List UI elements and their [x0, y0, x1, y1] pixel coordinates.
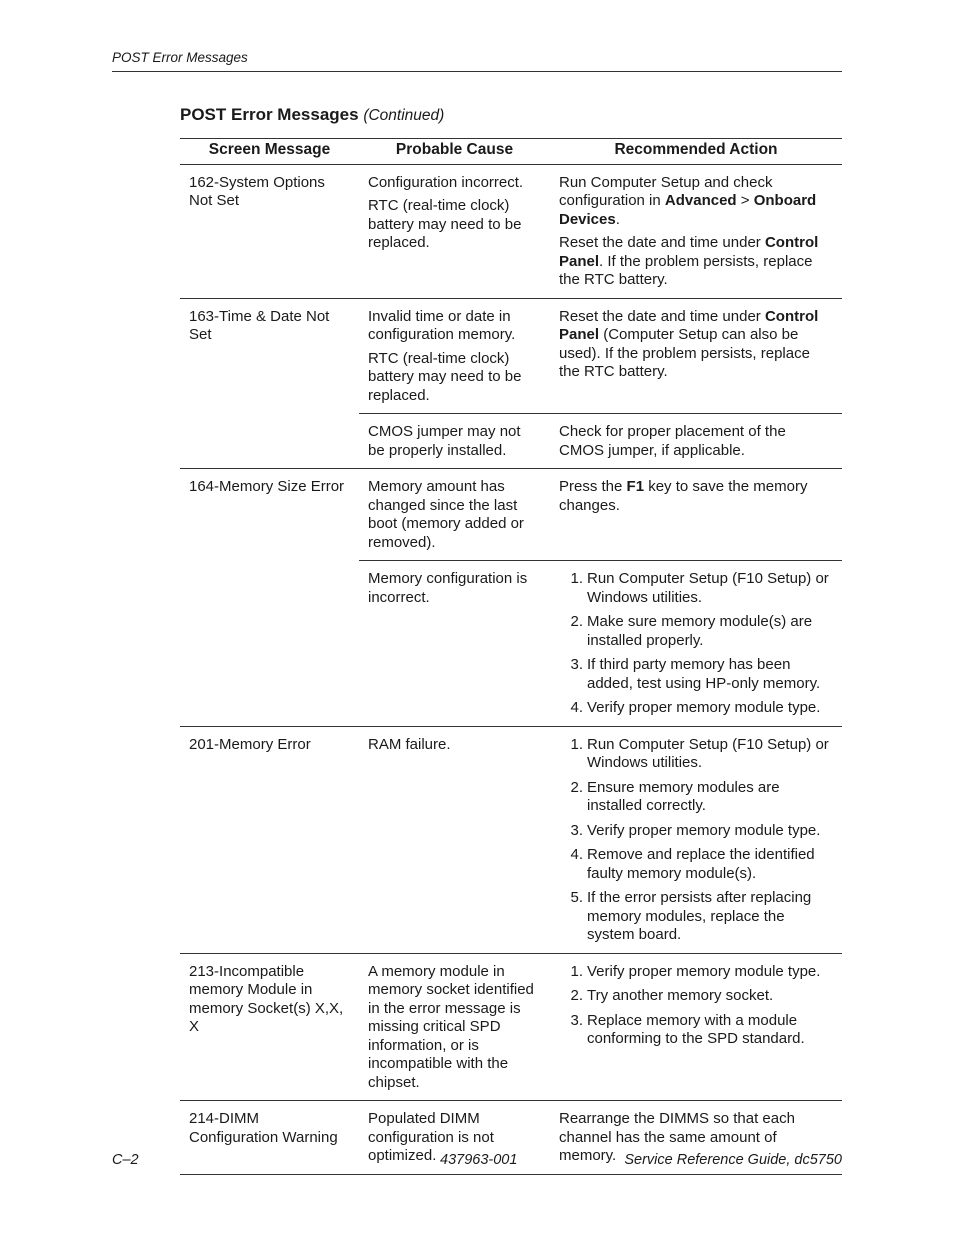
table-title-continued: (Continued)	[363, 107, 445, 124]
step-number: 3.	[570, 656, 583, 673]
recommended-action: Check for proper placement of the CMOS jumper, if applicable.	[550, 414, 842, 469]
screen-message-empty	[180, 561, 359, 727]
table-title	[180, 105, 444, 125]
screen-message: 163-Time & Date Not Set	[189, 307, 330, 343]
action-fragment: Run Computer Setup and check configuration in	[559, 173, 773, 209]
screen-message: 201-Memory Error	[180, 726, 359, 953]
probable-cause	[359, 298, 550, 414]
probable-cause: Populated DIMM configuration is not optimized.	[359, 1101, 550, 1175]
action-bold: Control Panel	[559, 234, 819, 270]
screen-message: 214-DIMM Configuration Warning	[180, 1101, 359, 1175]
step-number: 4.	[570, 846, 583, 863]
step-number: 3.	[570, 821, 583, 839]
probable-cause	[359, 164, 550, 298]
action-fragment: Reset the date and time under	[559, 307, 765, 325]
cause-text: Configuration incorrect.	[368, 173, 524, 191]
action-text	[559, 174, 832, 230]
step-text: Try another memory socket.	[587, 987, 774, 1004]
recommended-action	[550, 164, 842, 298]
step-number: 1.	[570, 735, 583, 753]
footer-guide-title: Service Reference Guide, dc5750	[624, 1152, 842, 1168]
step-item	[570, 699, 832, 718]
cause-text: Invalid time or date in configuration memory.	[368, 307, 516, 343]
step-text: If the error persists after replacing memory modules, replace the system board.	[587, 889, 812, 943]
table-row	[180, 414, 842, 469]
action-bold: F1	[626, 478, 645, 495]
recommended-action: Rearrange the DIMMS so that each channel has the same amount of memory.	[550, 1101, 842, 1175]
recommended-action	[550, 561, 842, 727]
table-row	[180, 298, 842, 414]
step-item	[570, 613, 832, 650]
action-bold: Advanced	[664, 192, 737, 209]
action-fragment: .	[615, 210, 620, 228]
step-number: 2.	[570, 987, 583, 1004]
step-item	[570, 962, 832, 982]
action-fragment: (Computer Setup can also be used). If the problem persists, replace the RTC battery.	[559, 326, 810, 380]
step-text: Replace memory with a module conforming to the SPD standard.	[587, 1011, 805, 1047]
footer-doc-number: 437963-001	[440, 1152, 518, 1168]
table-title-main: POST Error Messages	[180, 105, 359, 124]
step-number: 5.	[570, 889, 583, 906]
header-rule	[112, 71, 842, 72]
table-row	[180, 469, 842, 561]
col-header-recommended-action: Recommended Action	[550, 139, 842, 165]
step-item	[570, 987, 832, 1006]
post-error-table	[180, 138, 842, 1175]
step-text: Make sure memory module(s) are installed properly.	[587, 613, 813, 649]
step-text: Verify proper memory module type.	[587, 821, 821, 839]
probable-cause: CMOS jumper may not be properly installed.	[359, 414, 550, 469]
running-header: POST Error Messages	[112, 50, 248, 65]
step-text: Run Computer Setup (F10 Setup) or Windows utilities.	[587, 570, 829, 606]
table-header-row	[180, 139, 842, 165]
step-item	[570, 656, 832, 693]
recommended-action	[550, 469, 842, 561]
action-fragment: Press the	[559, 478, 627, 495]
step-item	[570, 1011, 832, 1049]
table-row	[180, 164, 842, 298]
probable-cause: Memory configuration is incorrect.	[359, 561, 550, 727]
probable-cause: A memory module in memory socket identified in the error message is missing critical SPD information, or is incompatible with the chipset.	[359, 953, 550, 1101]
action-text	[559, 234, 832, 290]
step-number: 2.	[570, 613, 583, 630]
step-item	[570, 570, 832, 607]
footer-page-number: C–2	[112, 1152, 139, 1168]
screen-message: 162-System Options Not Set	[180, 164, 359, 298]
step-number: 4.	[570, 699, 583, 716]
table-row	[180, 953, 842, 1101]
action-bold: Control Panel	[559, 307, 819, 343]
col-header-screen-message: Screen Message	[180, 139, 359, 165]
col-header-probable-cause: Probable Cause	[359, 139, 550, 165]
step-item	[570, 778, 832, 816]
action-fragment: >	[736, 192, 754, 209]
action-steps	[559, 570, 832, 718]
step-number: 3.	[570, 1011, 583, 1029]
action-text	[559, 308, 832, 382]
step-number: 1.	[570, 570, 583, 587]
step-text: Verify proper memory module type.	[587, 962, 821, 980]
screen-message: 213-Incompatible memory Module in memory Socket(s) X,X, X	[180, 953, 359, 1101]
screen-message-empty	[180, 414, 359, 469]
step-item	[570, 821, 832, 841]
step-text: Verify proper memory module type.	[587, 699, 821, 716]
probable-cause: Memory amount has changed since the last boot (memory added or removed).	[359, 469, 550, 561]
action-steps	[559, 963, 832, 1049]
step-number: 1.	[570, 962, 583, 980]
action-fragment: . If the problem persists, replace the RTC battery.	[559, 252, 813, 288]
step-item	[570, 889, 832, 945]
step-text: Ensure memory modules are installed correctly.	[587, 778, 780, 814]
probable-cause: RAM failure.	[359, 726, 550, 953]
action-steps	[559, 736, 832, 945]
step-text: If third party memory has been added, test using HP-only memory.	[587, 656, 821, 692]
step-text: Run Computer Setup (F10 Setup) or Windows utilities.	[587, 735, 829, 771]
step-text: Remove and replace the identified faulty memory module(s).	[587, 846, 815, 882]
recommended-action	[550, 953, 842, 1101]
step-item	[570, 735, 832, 773]
step-number: 2.	[570, 778, 583, 796]
cause-text: RTC (real-time clock) battery may need to be replaced.	[368, 349, 522, 404]
table-row	[180, 726, 842, 953]
step-item	[570, 846, 832, 883]
recommended-action	[550, 298, 842, 414]
action-text	[559, 478, 832, 515]
table-row	[180, 561, 842, 727]
action-fragment: Reset the date and time under	[559, 234, 765, 251]
action-fragment: key to save the memory changes.	[559, 478, 808, 514]
recommended-action	[550, 726, 842, 953]
screen-message: 164-Memory Size Error	[189, 478, 345, 495]
action-bold: Onboard Devices	[559, 192, 817, 228]
cause-text: RTC (real-time clock) battery may need to be replaced.	[368, 197, 522, 251]
